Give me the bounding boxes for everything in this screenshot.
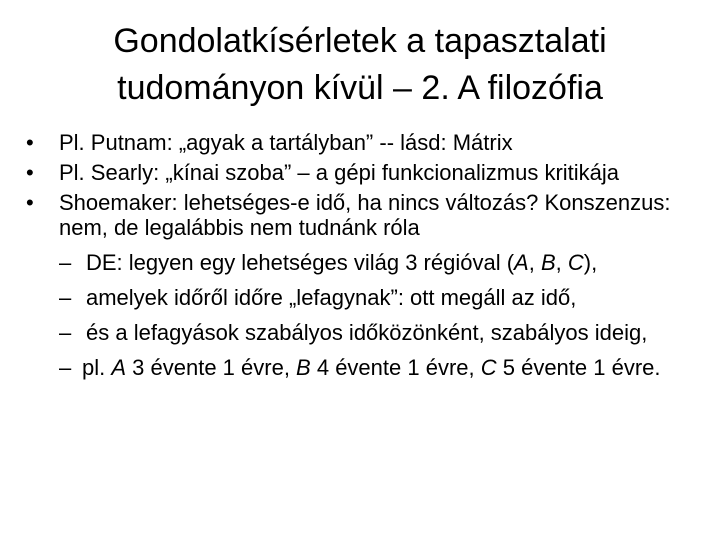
bullet-marker: •	[26, 190, 34, 215]
slide-title-line-2: tudományon kívül – 2. A filozófia	[117, 69, 603, 107]
subbullet-world-regions	[26, 250, 716, 275]
region-c-label: C	[480, 355, 497, 380]
subbullet-marker: –	[59, 250, 72, 275]
subbullet-marker: –	[59, 320, 72, 345]
region-a-label: A	[111, 355, 127, 380]
slide-title-line-1: Gondolatkísérletek a tapasztalati	[113, 22, 607, 60]
subbullet-marker: –	[59, 355, 72, 380]
subbullet-text-part: 4 évente 1 évre,	[310, 355, 481, 380]
subbullet-text-part: 5 évente 1 évre.	[496, 355, 661, 380]
subbullet-freezing	[26, 285, 716, 310]
region-a-label: A	[514, 250, 529, 275]
bullet-shoemaker	[26, 190, 716, 240]
subbullet-regular-intervals	[26, 320, 716, 345]
slide-body	[26, 130, 716, 380]
subbullet-text: és a lefagyások szabályos időközönként, szabályos ideig,	[86, 320, 648, 345]
subbullet-marker: –	[59, 285, 72, 310]
bullet-text: Pl. Searly: „kínai szoba” – a gépi funkcionalizmus kritikája	[59, 160, 620, 185]
subbullet-text-part: ,	[555, 250, 568, 275]
bullet-text: Shoemaker: lehetséges-e idő, ha nincs változás? Konszenzus: nem, de legalábbis nem tudnánk róla	[59, 190, 671, 240]
slide-title	[40, 18, 680, 112]
bullet-putnam	[26, 130, 716, 155]
subbullet-text-part: 3 évente 1 évre,	[126, 355, 297, 380]
region-c-label: C	[567, 250, 584, 275]
subbullet-text: amelyek időről időre „lefagynak”: ott megáll az idő,	[86, 285, 577, 310]
bullet-marker: •	[26, 130, 34, 155]
region-b-label: B	[540, 250, 556, 275]
subbullet-example	[26, 355, 716, 380]
region-b-label: B	[296, 355, 311, 380]
bullet-marker: •	[26, 160, 34, 185]
subbullet-text-part: ,	[528, 250, 541, 275]
subbullet-text-part: ),	[583, 250, 598, 275]
subbullet-text-part: pl.	[82, 355, 112, 380]
bullet-text: Pl. Putnam: „agyak a tartályban” -- lásd: Mátrix	[59, 130, 513, 155]
subbullet-text-part: DE: legyen egy lehetséges világ 3 régióval (	[86, 250, 515, 275]
bullet-searly	[26, 160, 716, 185]
